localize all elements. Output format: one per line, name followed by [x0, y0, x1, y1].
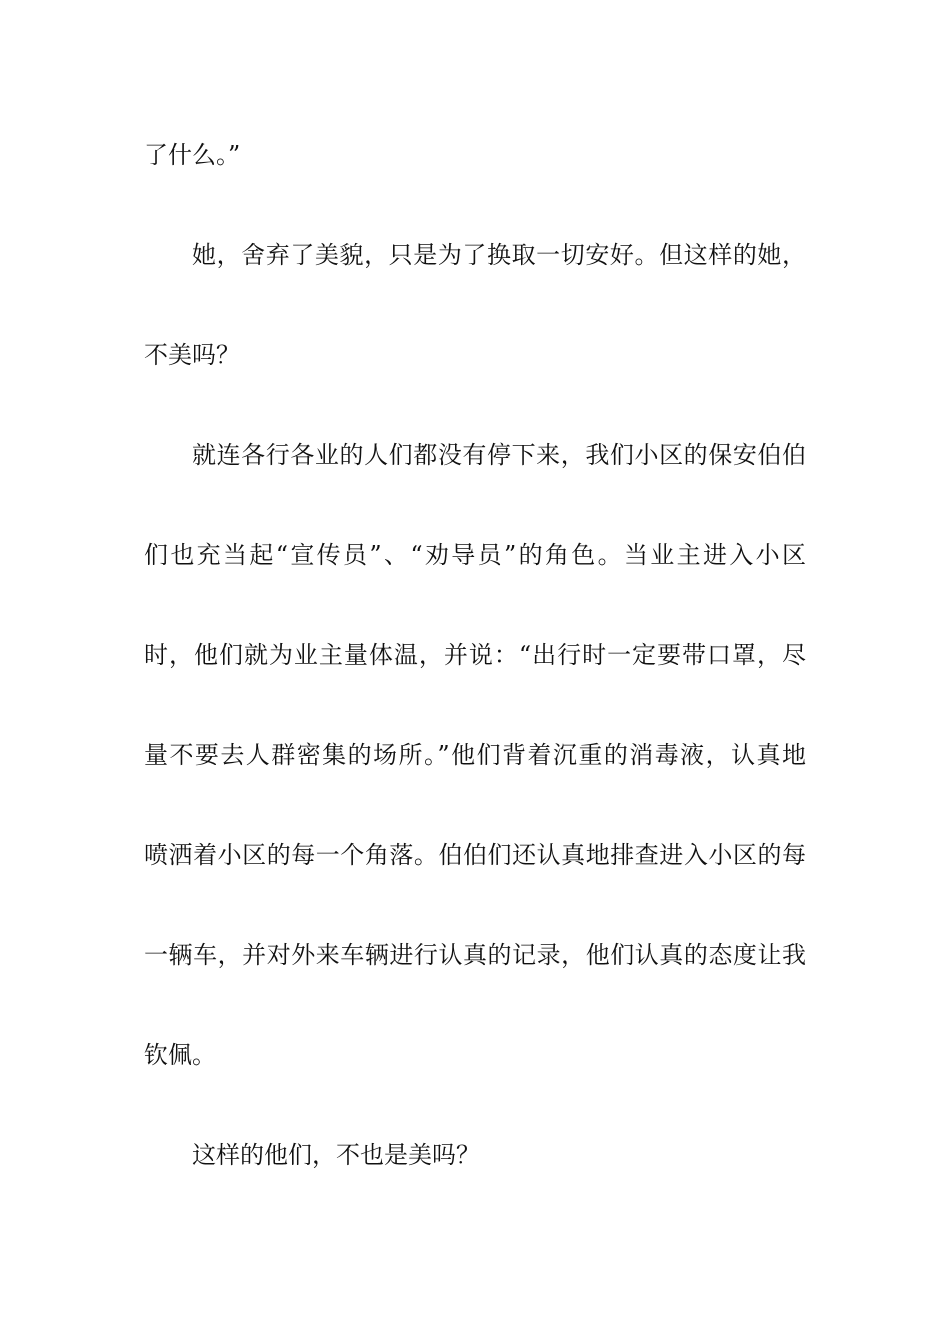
- text-line-9: 一辆车，并对外来车辆进行认真的记录，他们认真的态度让我: [144, 941, 806, 969]
- text-line-10: 钦佩。: [144, 1041, 216, 1069]
- text-line-7: 量不要去人群密集的场所。”他们背着沉重的消毒液，认真地: [144, 741, 806, 769]
- text-line-5: 们也充当起“宣传员”、“劝导员”的角色。当业主进入小区: [144, 541, 806, 569]
- text-line-11: 这样的他们，不也是美吗？: [192, 1141, 480, 1169]
- text-line-1: 了什么。”: [144, 141, 241, 169]
- text-line-4: 就连各行各业的人们都没有停下来，我们小区的保安伯伯: [192, 441, 806, 469]
- text-line-2: 她，舍弃了美貌，只是为了换取一切安好。但这样的她，: [192, 241, 806, 269]
- text-line-6: 时，他们就为业主量体温，并说：“出行时一定要带口罩，尽: [144, 641, 806, 669]
- text-line-8: 喷洒着小区的每一个角落。伯伯们还认真地排查进入小区的每: [144, 841, 806, 869]
- article-body: [144, 130, 806, 1230]
- text-line-3: 不美吗？: [144, 341, 240, 369]
